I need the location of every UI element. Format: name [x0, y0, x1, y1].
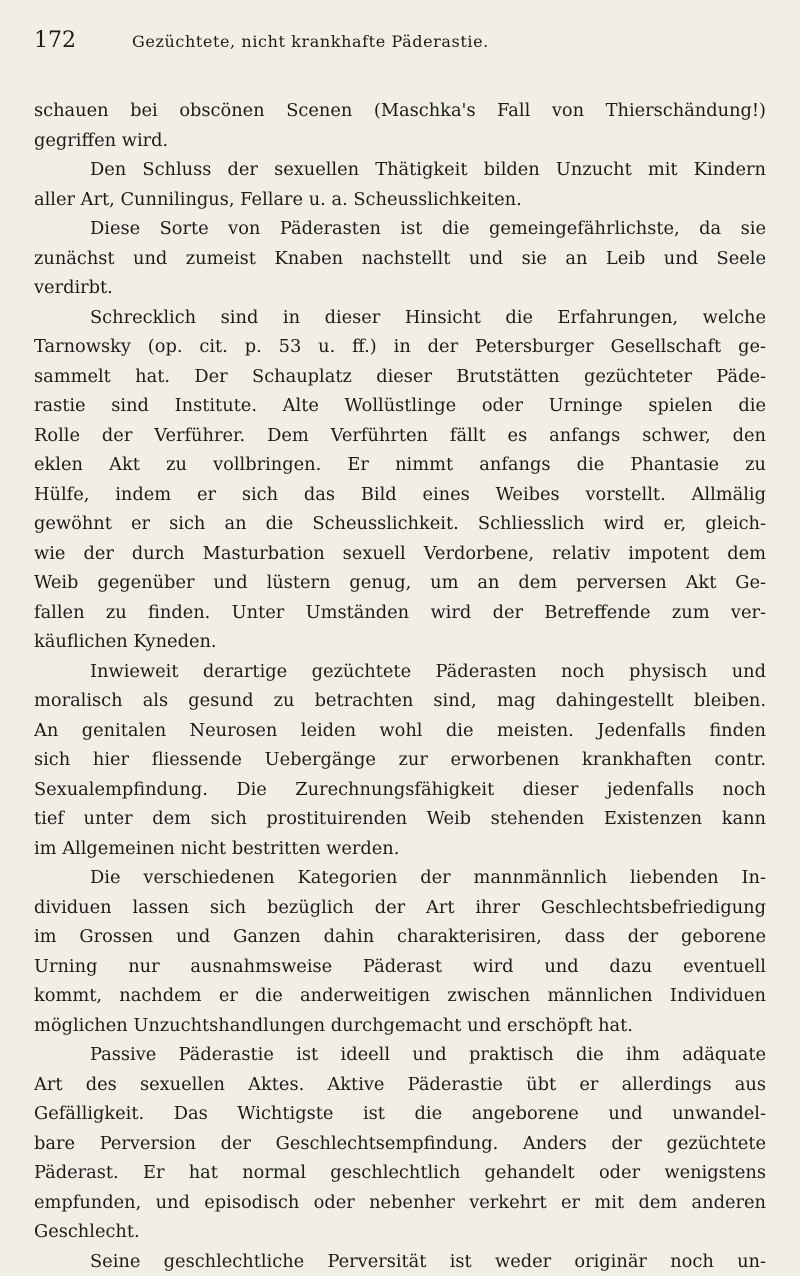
text-line: Hülfe, indem er sich das Bild eines Weibes vorstellt. Allmälig [34, 483, 766, 505]
text-line: tief unter dem sich prostituirenden Weib stehenden Existenzen kann [34, 808, 766, 829]
text-line: Schrecklich sind in dieser Hinsicht die Erfahrungen, welche [90, 306, 766, 328]
text-line: im Grossen und Ganzen dahin charakterisiren, dass der geborene [34, 926, 766, 947]
text-line: schauen bei obscönen Scenen (Maschka's Fall von Thierschändung!) [34, 100, 766, 121]
text-line: Den Schluss der sexuellen Thätigkeit bilden Unzucht mit Kindern [90, 159, 766, 180]
text-line: bare Perversion der Geschlechtsempfindung. Anders der gezüchtete [34, 1132, 766, 1154]
text-line: Tarnowsky (op. cit. p. 53 u. ff.) in der Petersburger Gesellschaft ge- [34, 336, 766, 357]
text-line: Sexualempfindung. Die Zurechnungsfähigkeit dieser jedenfalls noch [34, 778, 766, 800]
text-line: zunächst und zumeist Knaben nachstellt und sie an Leib und Seele [34, 247, 766, 269]
text-line: Weib gegenüber und lüstern genug, um an dem perversen Akt Ge- [34, 572, 766, 593]
text-line: Die verschiedenen Kategorien der mannmännlich liebenden In- [90, 867, 766, 888]
text-line: Gefälligkeit. Das Wichtigste ist die angeborene und unwandel- [34, 1103, 766, 1124]
text-line: moralisch als gesund zu betrachten sind, mag dahingestellt bleiben. [34, 690, 766, 711]
running-head: Gezüchtete, nicht krankhafte Päderastie. [132, 32, 489, 51]
text-line: An genitalen Neurosen leiden wohl die meisten. Jedenfalls finden [34, 719, 766, 741]
text-line: käuflichen Kyneden. [34, 631, 217, 652]
text-line: eklen Akt zu vollbringen. Er nimmt anfangs die Phantasie zu [34, 454, 766, 475]
text-line: Diese Sorte von Päderasten ist die gemeingefährlichste, da sie [90, 218, 766, 239]
text-line: verdirbt. [34, 277, 113, 298]
text-line: Inwieweit derartige gezüchtete Päderasten noch physisch und [90, 660, 766, 682]
text-line: empfunden, und episodisch oder nebenher verkehrt er mit dem anderen [34, 1191, 766, 1213]
text-line: fallen zu finden. Unter Umständen wird der Betreffende zum ver- [34, 601, 766, 623]
text-line: aller Art, Cunnilingus, Fellare u. a. Scheusslichkeiten. [34, 188, 522, 210]
text-line: sammelt hat. Der Schauplatz dieser Brutstätten gezüchteter Päde- [34, 365, 766, 387]
text-line: kommt, nachdem er die anderweitigen zwischen männlichen Individuen [34, 985, 766, 1006]
text-line: Art des sexuellen Aktes. Aktive Päderastie übt er allerdings aus [34, 1073, 766, 1095]
text-line: gegriffen wird. [34, 129, 169, 151]
page-number: 172 [34, 28, 76, 53]
text-line: Passive Päderastie ist ideell und praktisch die ihm adäquate [90, 1044, 766, 1065]
text-line: wie der durch Masturbation sexuell Verdorbene, relativ impotent dem [34, 542, 766, 564]
text-line: gewöhnt er sich an die Scheusslichkeit. Schliesslich wird er, gleich- [34, 513, 766, 534]
text-line: Urning nur ausnahmsweise Päderast wird und dazu eventuell [34, 955, 766, 977]
text-line: dividuen lassen sich bezüglich der Art ihrer Geschlechtsbefriedigung [34, 896, 766, 918]
text-line: sich hier fliessende Uebergänge zur erworbenen krankhaften contr. [34, 749, 766, 770]
text-line: Päderast. Er hat normal geschlechtlich gehandelt oder wenigstens [34, 1162, 766, 1183]
text-line: Geschlecht. [34, 1221, 140, 1242]
body-text [34, 96, 766, 1276]
text-line: Rolle der Verführer. Dem Verführten fällt es anfangs schwer, den [34, 424, 766, 446]
text-line: im Allgemeinen nicht bestritten werden. [34, 837, 400, 859]
page-header [34, 28, 766, 68]
text-line: rastie sind Institute. Alte Wollüstlinge oder Urninge spielen die [34, 395, 766, 416]
text-line: Seine geschlechtliche Perversität ist weder originär noch un- [90, 1250, 766, 1272]
text-line: möglichen Unzuchtshandlungen durchgemacht und erschöpft hat. [34, 1014, 633, 1036]
